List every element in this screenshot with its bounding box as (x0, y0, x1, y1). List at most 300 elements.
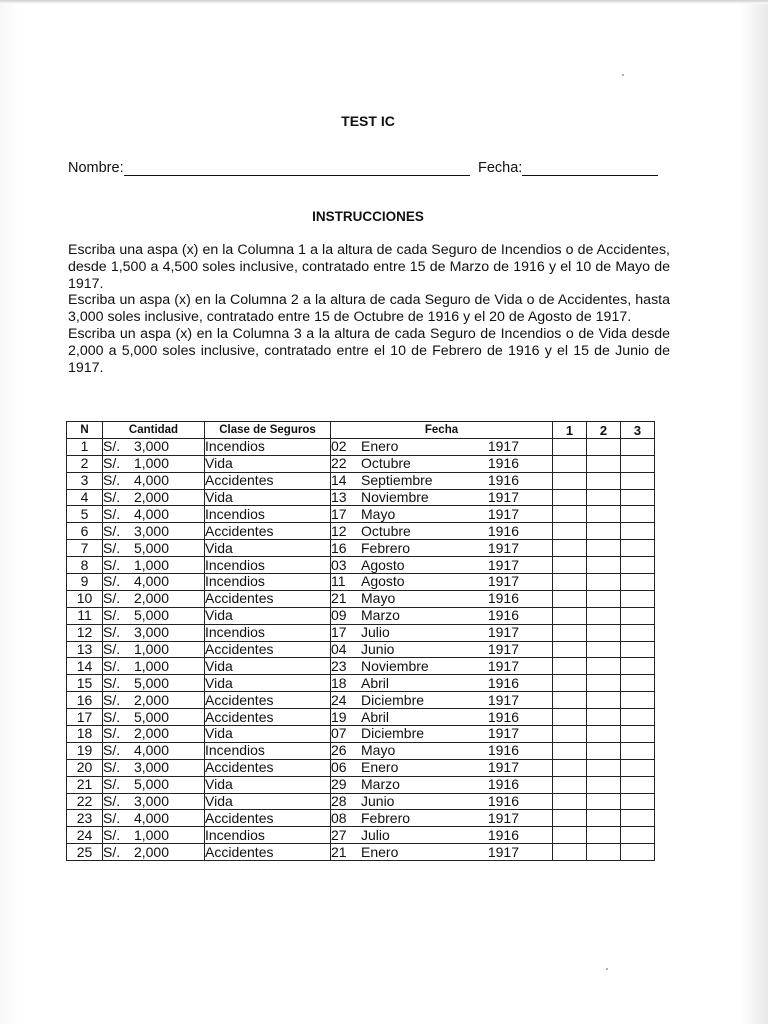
answer-cell-column-3[interactable] (621, 675, 655, 692)
amount-value: 4,000 (133, 742, 169, 759)
date-year: 1917 (487, 505, 519, 522)
date-month: Febrero (361, 539, 411, 556)
amount-value: 1,000 (133, 657, 169, 674)
amount-cell (103, 641, 205, 658)
date-year: 1917 (487, 641, 519, 658)
date-year: 1917 (487, 809, 519, 826)
table-row (67, 776, 655, 793)
answer-cell-column-2[interactable] (587, 455, 621, 472)
amount-value: 4,000 (133, 472, 169, 489)
amount-cell (103, 489, 205, 506)
fecha-field (478, 160, 658, 176)
answer-cell-column-2[interactable] (587, 793, 621, 810)
amount-cell (103, 506, 205, 523)
date-day: 09 (331, 607, 347, 624)
insurance-class: Vida (205, 675, 331, 692)
insurance-class: Incendios (205, 557, 331, 574)
insurance-class: Incendios (205, 506, 331, 523)
currency-symbol: S/. (103, 455, 121, 472)
amount-value: 3,000 (133, 759, 169, 776)
instructions-body (68, 242, 670, 376)
date-month: Mayo (361, 590, 396, 607)
date-day: 21 (331, 843, 347, 860)
row-number: 12 (67, 624, 103, 641)
date-year: 1917 (487, 657, 519, 674)
table-row (67, 472, 655, 489)
table-row (67, 641, 655, 658)
answer-cell-column-1[interactable] (553, 844, 587, 861)
answer-cell-column-3[interactable] (621, 658, 655, 675)
answer-cell-column-1[interactable] (553, 506, 587, 523)
amount-cell (103, 472, 205, 489)
date-day: 22 (331, 455, 347, 472)
currency-symbol: S/. (103, 843, 121, 860)
scan-speck (622, 74, 624, 76)
date-cell (331, 523, 553, 540)
date-month: Agosto (361, 573, 405, 590)
date-month: Junio (361, 641, 395, 658)
row-number: 24 (67, 827, 103, 844)
answer-cell-column-3[interactable] (621, 455, 655, 472)
date-cell (331, 472, 553, 489)
answer-cell-column-1[interactable] (553, 540, 587, 557)
answer-cell-column-2[interactable] (587, 675, 621, 692)
amount-value: 4,000 (133, 573, 169, 590)
answer-cell-column-2[interactable] (587, 624, 621, 641)
row-number: 2 (67, 455, 103, 472)
answer-cell-column-1[interactable] (553, 557, 587, 574)
amount-value: 2,000 (133, 489, 169, 505)
answer-cell-column-1[interactable] (553, 641, 587, 658)
row-number: 6 (67, 523, 103, 540)
date-day: 29 (331, 776, 347, 793)
answer-cell-column-3[interactable] (621, 472, 655, 489)
row-number: 11 (67, 607, 103, 624)
answer-cell-column-2[interactable] (587, 759, 621, 776)
table-row (67, 810, 655, 827)
date-month: Abril (361, 674, 390, 691)
date-day: 27 (331, 826, 347, 843)
instructions-title: INSTRUCCIONES (312, 209, 424, 224)
date-month: Marzo (361, 607, 400, 624)
amount-cell (103, 776, 205, 793)
answer-cell-column-3[interactable] (621, 742, 655, 759)
answer-cell-column-2[interactable] (587, 844, 621, 861)
row-number: 14 (67, 658, 103, 675)
instruction-paragraph-3: Escriba un aspa (x) en la Columna 3 a la altura de cada Seguro de Incendios o de Vida desde 2,000 a 5,000 soles inclusive, contratado entre el 10 de Febrero de 1916 y el 15 de Junio de 1917. (68, 325, 670, 376)
date-cell (331, 574, 553, 591)
date-year: 1917 (487, 624, 519, 641)
date-cell (331, 827, 553, 844)
currency-symbol: S/. (103, 641, 121, 658)
amount-value: 5,000 (133, 607, 169, 624)
answer-cell-column-3[interactable] (621, 540, 655, 557)
currency-symbol: S/. (103, 573, 121, 590)
answer-cell-column-2[interactable] (587, 607, 621, 624)
answer-cell-column-2[interactable] (587, 827, 621, 844)
date-year: 1916 (487, 793, 519, 810)
date-month: Agosto (361, 556, 405, 573)
date-day: 03 (331, 556, 347, 573)
row-number: 15 (67, 675, 103, 692)
answer-cell-column-1[interactable] (553, 658, 587, 675)
answer-cell-column-1[interactable] (553, 455, 587, 472)
test-title: TEST IC (341, 113, 395, 129)
date-cell (331, 590, 553, 607)
date-year: 1916 (487, 776, 519, 793)
insurance-class: Accidentes (205, 641, 331, 658)
date-cell (331, 810, 553, 827)
answer-cell-column-1[interactable] (553, 726, 587, 743)
answer-cell-column-3[interactable] (621, 844, 655, 861)
insurance-class: Accidentes (205, 472, 331, 489)
date-month: Octubre (361, 455, 411, 472)
answer-cell-column-2[interactable] (587, 472, 621, 489)
answer-cell-column-1[interactable] (553, 793, 587, 810)
date-day: 06 (331, 759, 347, 776)
answer-cell-column-3[interactable] (621, 709, 655, 726)
date-cell (331, 438, 553, 455)
insurance-class: Incendios (205, 574, 331, 591)
insurance-class: Incendios (205, 624, 331, 641)
amount-cell (103, 607, 205, 624)
date-month: Julio (361, 826, 390, 843)
date-cell (331, 726, 553, 743)
date-cell (331, 793, 553, 810)
answer-cell-column-1[interactable] (553, 607, 587, 624)
table-row (67, 455, 655, 472)
date-cell (331, 675, 553, 692)
row-number: 19 (67, 742, 103, 759)
currency-symbol: S/. (103, 438, 121, 455)
amount-cell (103, 574, 205, 591)
table-row (67, 675, 655, 692)
date-day: 16 (331, 539, 347, 556)
amount-cell (103, 557, 205, 574)
answer-cell-column-1[interactable] (553, 472, 587, 489)
amount-cell (103, 810, 205, 827)
amount-cell (103, 827, 205, 844)
date-cell (331, 776, 553, 793)
answer-cell-column-1[interactable] (553, 759, 587, 776)
answer-cell-column-2[interactable] (587, 590, 621, 607)
header-n: N (67, 422, 103, 439)
instruction-paragraph-1: Escriba una aspa (x) en la Columna 1 a la altura de cada Seguro de Incendios o de Accidentes, desde 1,500 a 4,500 soles inclusive, contratado entre 15 de Marzo de 1916 y el 10 de Mayo de 1917. (68, 242, 670, 292)
date-year: 1916 (487, 455, 519, 472)
currency-symbol: S/. (103, 759, 121, 776)
table-row (67, 438, 655, 455)
currency-symbol: S/. (103, 809, 121, 826)
header-cantidad: Cantidad (103, 422, 205, 439)
insurance-class: Accidentes (205, 709, 331, 726)
date-day: 04 (331, 641, 347, 658)
answer-cell-column-3[interactable] (621, 590, 655, 607)
answer-cell-column-1[interactable] (553, 776, 587, 793)
header-column-2: 2 (587, 422, 621, 439)
currency-symbol: S/. (103, 708, 121, 725)
date-day: 08 (331, 809, 347, 826)
insurance-class: Accidentes (205, 523, 331, 540)
insurance-class: Accidentes (205, 590, 331, 607)
insurance-class: Vida (205, 658, 331, 675)
currency-symbol: S/. (103, 590, 121, 607)
answer-cell-column-3[interactable] (621, 692, 655, 709)
row-number: 7 (67, 540, 103, 557)
amount-cell (103, 844, 205, 861)
date-year: 1917 (487, 573, 519, 590)
date-day: 12 (331, 522, 347, 539)
answer-cell-column-3[interactable] (621, 793, 655, 810)
insurance-class: Vida (205, 793, 331, 810)
date-day: 13 (331, 489, 347, 505)
amount-cell (103, 590, 205, 607)
answer-cell-column-2[interactable] (587, 438, 621, 455)
answer-cell-column-2[interactable] (587, 557, 621, 574)
answer-cell-column-1[interactable] (553, 574, 587, 591)
answer-cell-column-1[interactable] (553, 624, 587, 641)
amount-cell (103, 523, 205, 540)
answer-cell-column-2[interactable] (587, 810, 621, 827)
insurance-class: Accidentes (205, 810, 331, 827)
table-row (67, 692, 655, 709)
table-row (67, 607, 655, 624)
date-year: 1916 (487, 590, 519, 607)
amount-cell (103, 540, 205, 557)
date-day: 21 (331, 590, 347, 607)
answer-cell-column-2[interactable] (587, 540, 621, 557)
table-row (67, 506, 655, 523)
date-year: 1917 (487, 759, 519, 776)
amount-value: 1,000 (133, 641, 169, 658)
date-cell (331, 624, 553, 641)
answer-cell-column-2[interactable] (587, 506, 621, 523)
insurance-table (66, 421, 655, 861)
date-cell (331, 607, 553, 624)
row-number: 16 (67, 692, 103, 709)
date-month: Septiembre (361, 472, 433, 489)
answer-cell-column-1[interactable] (553, 692, 587, 709)
answer-cell-column-2[interactable] (587, 658, 621, 675)
answer-cell-column-1[interactable] (553, 590, 587, 607)
date-month: Enero (361, 438, 399, 455)
insurance-class: Vida (205, 776, 331, 793)
date-month: Junio (361, 793, 395, 810)
currency-symbol: S/. (103, 556, 121, 573)
answer-cell-column-3[interactable] (621, 607, 655, 624)
answer-cell-column-3[interactable] (621, 438, 655, 455)
instruction-paragraph-2: Escriba un aspa (x) en la Columna 2 a la altura de cada Seguro de Vida o de Accidentes, hasta 3,000 soles inclusive, contratado entre 15 de Octubre de 1916 y el 20 de Agosto de 1917. (68, 292, 670, 326)
date-month: Marzo (361, 776, 400, 793)
date-year: 1916 (487, 522, 519, 539)
answer-cell-column-2[interactable] (587, 709, 621, 726)
amount-value: 3,000 (133, 793, 169, 810)
insurance-class: Vida (205, 489, 331, 506)
date-cell (331, 844, 553, 861)
amount-value: 4,000 (133, 809, 169, 826)
answer-cell-column-3[interactable] (621, 523, 655, 540)
table-row (67, 726, 655, 743)
table-row (67, 827, 655, 844)
date-year: 1916 (487, 742, 519, 759)
date-day: 02 (331, 438, 347, 455)
date-day: 17 (331, 505, 347, 522)
answer-cell-column-1[interactable] (553, 810, 587, 827)
date-year: 1916 (487, 708, 519, 725)
date-cell (331, 658, 553, 675)
amount-value: 2,000 (133, 843, 169, 860)
date-cell (331, 557, 553, 574)
answer-cell-column-3[interactable] (621, 776, 655, 793)
date-month: Enero (361, 759, 399, 776)
answer-cell-column-3[interactable] (621, 827, 655, 844)
date-year: 1917 (487, 438, 519, 455)
table-body (67, 438, 655, 860)
answer-cell-column-3[interactable] (621, 810, 655, 827)
date-year: 1917 (487, 725, 519, 742)
currency-symbol: S/. (103, 522, 121, 539)
nombre-label: Nombre: (68, 160, 124, 176)
date-day: 26 (331, 742, 347, 759)
nombre-blank-line[interactable] (124, 161, 470, 176)
date-year: 1917 (487, 539, 519, 556)
currency-symbol: S/. (103, 742, 121, 759)
answer-cell-column-1[interactable] (553, 827, 587, 844)
fecha-blank-line[interactable] (522, 161, 658, 176)
date-year: 1916 (487, 826, 519, 843)
answer-cell-column-2[interactable] (587, 726, 621, 743)
row-number: 8 (67, 557, 103, 574)
date-year: 1917 (487, 691, 519, 708)
amount-value: 2,000 (133, 725, 169, 742)
date-month: Diciembre (361, 691, 425, 708)
scan-speck (606, 968, 608, 970)
answer-cell-column-3[interactable] (621, 489, 655, 506)
currency-symbol: S/. (103, 624, 121, 641)
answer-cell-column-2[interactable] (587, 641, 621, 658)
table-row (67, 742, 655, 759)
amount-cell (103, 658, 205, 675)
answer-cell-column-3[interactable] (621, 759, 655, 776)
date-day: 17 (331, 624, 347, 641)
table-row (67, 489, 655, 506)
table-row (67, 844, 655, 861)
date-day: 14 (331, 472, 347, 489)
row-number: 4 (67, 489, 103, 506)
date-month: Diciembre (361, 725, 425, 742)
answer-cell-column-2[interactable] (587, 776, 621, 793)
date-cell (331, 540, 553, 557)
row-number: 1 (67, 438, 103, 455)
answer-cell-column-3[interactable] (621, 726, 655, 743)
insurance-class: Vida (205, 726, 331, 743)
row-number: 10 (67, 590, 103, 607)
scan-top-edge (0, 0, 768, 4)
currency-symbol: S/. (103, 826, 121, 843)
fecha-label: Fecha: (478, 160, 523, 176)
row-number: 23 (67, 810, 103, 827)
amount-cell (103, 692, 205, 709)
insurance-class: Accidentes (205, 759, 331, 776)
answer-cell-column-1[interactable] (553, 709, 587, 726)
date-cell (331, 692, 553, 709)
answer-cell-column-3[interactable] (621, 574, 655, 591)
header-column-1: 1 (553, 422, 587, 439)
currency-symbol: S/. (103, 472, 121, 489)
answer-cell-column-3[interactable] (621, 624, 655, 641)
amount-cell (103, 742, 205, 759)
date-day: 24 (331, 691, 347, 708)
currency-symbol: S/. (103, 776, 121, 793)
header-fecha: Fecha (331, 422, 553, 439)
insurance-class: Incendios (205, 827, 331, 844)
answer-cell-column-2[interactable] (587, 692, 621, 709)
row-number: 25 (67, 844, 103, 861)
date-year: 1917 (487, 489, 519, 505)
answer-cell-column-2[interactable] (587, 489, 621, 506)
insurance-class: Vida (205, 455, 331, 472)
answer-cell-column-3[interactable] (621, 506, 655, 523)
amount-value: 5,000 (133, 674, 169, 691)
answer-cell-column-2[interactable] (587, 742, 621, 759)
date-cell (331, 489, 553, 506)
row-number: 22 (67, 793, 103, 810)
answer-cell-column-1[interactable] (553, 675, 587, 692)
date-month: Octubre (361, 522, 411, 539)
amount-value: 1,000 (133, 556, 169, 573)
insurance-class: Vida (205, 607, 331, 624)
amount-value: 4,000 (133, 505, 169, 522)
header-column-3: 3 (621, 422, 655, 439)
date-day: 07 (331, 725, 347, 742)
answer-cell-column-3[interactable] (621, 641, 655, 658)
answer-cell-column-1[interactable] (553, 742, 587, 759)
answer-cell-column-3[interactable] (621, 557, 655, 574)
date-day: 18 (331, 674, 347, 691)
insurance-class: Incendios (205, 438, 331, 455)
amount-value: 5,000 (133, 776, 169, 793)
answer-cell-column-2[interactable] (587, 523, 621, 540)
currency-symbol: S/. (103, 657, 121, 674)
date-day: 19 (331, 708, 347, 725)
table-row (67, 709, 655, 726)
currency-symbol: S/. (103, 505, 121, 522)
amount-cell (103, 793, 205, 810)
date-cell (331, 455, 553, 472)
currency-symbol: S/. (103, 539, 121, 556)
currency-symbol: S/. (103, 793, 121, 810)
insurance-class: Incendios (205, 742, 331, 759)
insurance-class: Vida (205, 540, 331, 557)
amount-cell (103, 675, 205, 692)
date-cell (331, 742, 553, 759)
amount-value: 1,000 (133, 826, 169, 843)
amount-cell (103, 759, 205, 776)
date-month: Enero (361, 843, 399, 860)
answer-cell-column-2[interactable] (587, 574, 621, 591)
row-number: 9 (67, 574, 103, 591)
table-row (67, 590, 655, 607)
table-row (67, 793, 655, 810)
row-number: 5 (67, 506, 103, 523)
answer-cell-column-1[interactable] (553, 489, 587, 506)
amount-value: 3,000 (133, 624, 169, 641)
answer-cell-column-1[interactable] (553, 438, 587, 455)
table-row (67, 540, 655, 557)
currency-symbol: S/. (103, 674, 121, 691)
amount-value: 2,000 (133, 691, 169, 708)
table-row (67, 658, 655, 675)
answer-cell-column-1[interactable] (553, 523, 587, 540)
